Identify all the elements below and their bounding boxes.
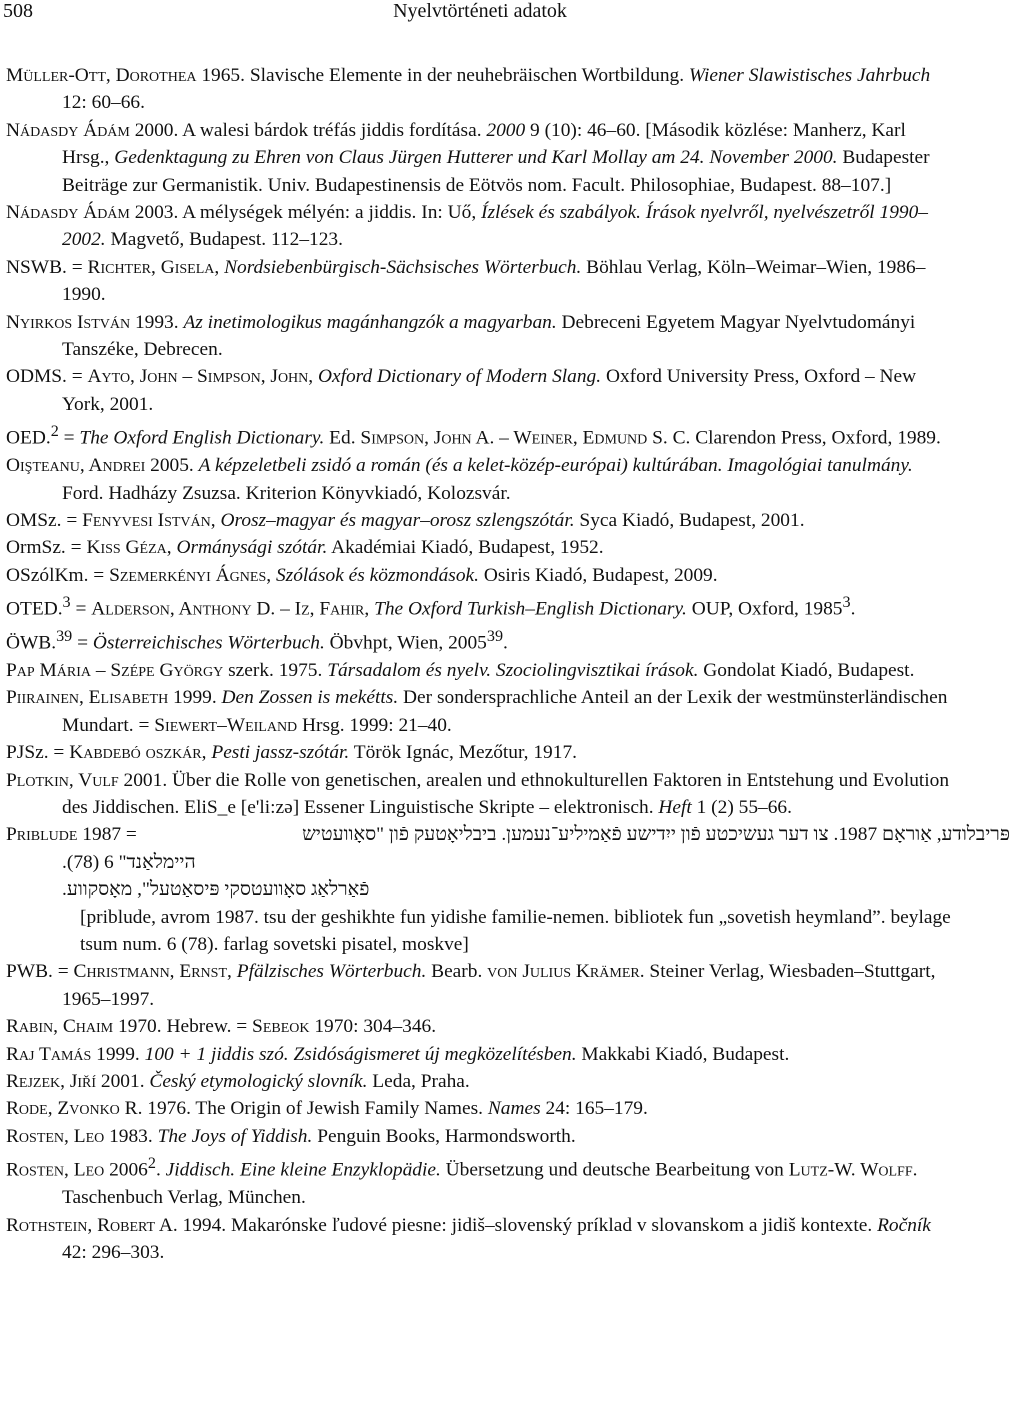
author: Müller-Ott, Dorothea: [6, 65, 197, 86]
book-title: Ízlések és szabályok. Írások nyelvről, nyelvészetről 1990–2002.: [62, 202, 928, 251]
equals: =: [52, 961, 74, 983]
details-2: . Taschenbuch Verlag, München.: [62, 1159, 918, 1209]
author: Nyirkos István: [6, 311, 131, 333]
year: 2003.: [129, 202, 183, 224]
series-label: Heft: [658, 796, 692, 818]
details-2: 1 (2) 55–66.: [691, 796, 792, 818]
reference-entry-priblude: [3, 821, 1010, 958]
details: Böhlau Verlag, Köln–Weimar–Wien, 1986–1990.: [62, 256, 926, 306]
details: Makkabi Kiadó, Budapest.: [576, 1043, 790, 1065]
equals: =: [61, 509, 83, 531]
edition-superscript: 2: [147, 1155, 156, 1173]
details: Penguin Books, Harmondsworth.: [312, 1125, 576, 1147]
details: Leda, Praha.: [367, 1071, 470, 1093]
title: Orosz–magyar és magyar–orosz szlengszótár.: [220, 509, 575, 531]
details-2: 1970: 304–346.: [309, 1016, 437, 1038]
details: Clarendon Press, Oxford, 1989.: [690, 427, 941, 449]
author: Rosten, Leo: [6, 1125, 105, 1147]
details: 12: 60–66.: [62, 92, 145, 114]
author-2: Siewert–Weiland: [154, 714, 298, 736]
hebrew-line-2: היימלאַנד" 6 (78).: [62, 851, 196, 873]
transliteration: [priblude, avrom 1987. tsu der geshikhte fun yidishe familie-nemen. bibliotek fun „sovetish heymland”. beylage tsum num. 6 (78). farlag sovetski pisatel, moskve]: [80, 906, 951, 955]
year: szerk. 1975.: [223, 659, 328, 681]
separator: ,: [308, 366, 318, 388]
equals: =: [65, 537, 87, 559]
reference-entry-pap: [3, 657, 954, 684]
author: Nádasdy Ádám: [6, 202, 130, 224]
year: 1999.: [168, 687, 222, 709]
journal: Names: [487, 1098, 541, 1120]
author: Rosten, Leo: [6, 1159, 105, 1181]
year: 1965.: [196, 65, 250, 86]
details: Hebrew. =: [166, 1016, 253, 1038]
superscript: 3: [62, 594, 71, 612]
journal: 2000: [486, 119, 526, 141]
title: Pfälzisches Wörterbuch.: [236, 961, 427, 983]
reference-entry-plotkin: [3, 767, 954, 822]
details: Öbvhpt, Wien, 2005: [324, 632, 487, 654]
separator: ,: [201, 742, 212, 764]
title: 100 + 1 jiddis szó. Zsidóságismeret új megközelítésben.: [144, 1043, 577, 1065]
separator: ,: [166, 537, 177, 559]
book-title: Gedenktagung zu Ehren von Claus Jürgen Hutterer und Karl Mollay am 24. November 2000.: [114, 147, 838, 169]
author: Nádasdy Ádám: [6, 119, 130, 141]
details-2: Budapester Beiträge zur Germanistik. Univ. Budapestinensis de Eötvös nom. Facult. Philosophiae, Budapest. 88–107.]: [62, 147, 930, 196]
year: 2006: [104, 1159, 148, 1181]
equals: =: [58, 427, 80, 449]
author: Christmann, Ernst: [73, 961, 228, 983]
separator: ,: [210, 509, 221, 531]
year: 1999.: [91, 1043, 145, 1065]
title: Jiddisch. Eine kleine Enzyklopädie.: [165, 1159, 441, 1181]
details: R. 1976. The Origin of Jewish Family Names.: [119, 1098, 488, 1120]
title: Český etymologický slovník.: [149, 1071, 368, 1093]
abbreviation: PJSz.: [6, 742, 49, 764]
author-2: Sebeok: [252, 1016, 310, 1038]
abbreviation: OMSz.: [6, 509, 62, 531]
separator: ,: [227, 961, 237, 983]
title: The Oxford Turkish–English Dictionary.: [374, 598, 687, 620]
abbreviation: OSzólKm.: [6, 564, 89, 586]
abbreviation: PWB.: [6, 961, 53, 983]
details-2: 24: 165–179.: [540, 1098, 648, 1120]
author: Pap Mária – Szépe György: [6, 659, 224, 681]
journal: Ročník: [877, 1214, 931, 1236]
details: Akadémiai Kiadó, Budapest, 1952.: [327, 537, 604, 559]
reference-entry-nswb: [3, 254, 954, 309]
running-head: Nyelvtörténeti adatok: [393, 0, 567, 22]
details: Osiris Kiadó, Budapest, 2009.: [479, 564, 718, 586]
year: 1983.: [104, 1125, 158, 1147]
title: Ormánysági szótár.: [176, 537, 328, 559]
edition-superscript: 39: [486, 628, 504, 646]
title: Pesti jassz-szótár.: [211, 742, 350, 764]
details: A. 1994. Makarónske ľudové piesne: jidiš–slovenský príklad v slovanskom a jidiš kontexte.: [155, 1214, 878, 1236]
author: Kiss Géza: [86, 537, 167, 559]
reference-entry-raj: [3, 1041, 954, 1068]
abbreviation: NSWB.: [6, 256, 67, 278]
reference-entry-oisteanu: [3, 452, 954, 507]
author: Rejzek, Jiří: [6, 1071, 97, 1093]
year: 2005.: [145, 455, 199, 477]
author: Raj Tamás: [6, 1043, 92, 1065]
reference-entry-pjsz: [3, 739, 954, 766]
author: Kabdebó oszkár: [69, 742, 202, 764]
author: Oişteanu, Andrei: [6, 455, 146, 477]
separator: ,: [266, 564, 276, 586]
details: 9 (10): 46–60. [Második közlése: Manherz, Karl Hrsg.,: [62, 119, 906, 169]
year: 1970.: [113, 1016, 167, 1038]
reference-entry-oszolkm: [3, 562, 954, 589]
page-header: [0, 0, 960, 30]
superscript: 39: [56, 628, 73, 646]
title: Oxford Dictionary of Modern Slang.: [317, 366, 602, 388]
punct: .: [155, 1159, 166, 1181]
author: Richter, Gisela: [87, 256, 215, 278]
title: Nordsiebenbürgisch-Sächsisches Wörterbuch.: [224, 256, 582, 278]
abbreviation: ODMS.: [6, 366, 67, 388]
details: . Steiner Verlag, Wiesbaden–Stuttgart, 1965–1997.: [62, 961, 936, 1010]
reference-entry-nadasdy-2000: [3, 117, 954, 199]
title: A képzeletbeli zsidó a román (és a kelet-közép-európai) kultúrában. Imagológiai tanulmány.: [198, 455, 913, 477]
reference-entry-piirainen: [3, 684, 954, 739]
year: 2001.: [96, 1071, 150, 1093]
reference-entry-pwb: [3, 958, 954, 1013]
equals: =: [88, 564, 110, 586]
details: Oxford University Press, Oxford – New York, 2001.: [62, 366, 917, 415]
reference-entry-muller-ott: [3, 62, 954, 117]
details: OUP, Oxford, 1985: [686, 598, 843, 620]
author: Priblude: [6, 824, 78, 846]
reference-entry-rejzek: [3, 1068, 954, 1095]
abbreviation: OrmSz.: [6, 537, 66, 559]
separator: ,: [214, 256, 225, 278]
title: Slavische Elemente in der neuhebräischen Wortbildung.: [249, 65, 689, 86]
reference-entry-odms: [3, 363, 954, 418]
equals: =: [66, 366, 88, 388]
year: 2000.: [129, 119, 183, 141]
end-punct: .: [850, 598, 856, 620]
author: Rabin, Chaim: [6, 1016, 114, 1038]
abbreviation: ÖWB.: [6, 632, 57, 654]
reference-entry-owb: [3, 623, 954, 657]
editor-label: Bearb.: [426, 961, 488, 983]
reference-entry-rosten-1983: [3, 1123, 954, 1150]
title: A mélységek mélyén: a jiddis. In: Uő,: [182, 202, 482, 224]
author: Szemerkényi Ágnes: [109, 564, 267, 586]
details: Ford. Hadházy Zsuzsa. Kriterion Könyvkiadó, Kolozsvár.: [62, 482, 511, 504]
author: Rode, Zvonko: [6, 1098, 120, 1120]
author: Plotkin, Vulf: [6, 769, 119, 791]
edition-superscript: 3: [842, 594, 851, 612]
details: Syca Kiadó, Budapest, 2001.: [574, 509, 805, 531]
reference-entry-oed: [3, 418, 954, 452]
details: Török Ignác, Mezőtur, 1917.: [349, 742, 577, 764]
reference-entry-nadasdy-2003: [3, 199, 954, 254]
author: Ayto, John – Simpson, John: [87, 366, 309, 388]
author-2: Lutz-W. Wolff: [788, 1159, 913, 1181]
equals: =: [70, 598, 92, 620]
priblude-first-line: [3, 821, 1010, 848]
reference-entry-omsz: [3, 507, 954, 534]
title: Társadalom és nyelv. Szociolingvisztikai írások.: [327, 659, 699, 681]
details: Über die Rolle von genetischen, arealen und ethnokulturellen Faktoren in Entstehung und Evolution des Jiddischen. EliS_e [e'li:zə] Essener Linguistische Skripte – elektronisch.: [62, 769, 950, 818]
year: 1993.: [130, 311, 184, 333]
title: Az inetimologikus magánhangzók a magyarban.: [183, 311, 557, 333]
details: Gondolat Kiadó, Budapest.: [698, 659, 915, 681]
year: 1987 =: [77, 824, 137, 846]
author: Simpson, John A. – Weiner, Edmund S. C.: [360, 427, 691, 449]
author: Piirainen, Elisabeth: [6, 687, 169, 709]
hebrew-line-1: פּריבלודע, אַוראָם 1987. צו דער געשיכטע פֿון ייִדישע פֿאַמיליע־נעמען. ביבליאָטעק פֿון "סאָוועטיש: [302, 824, 1010, 846]
title: A walesi bárdok tréfás jiddis fordítása.: [182, 119, 487, 141]
author: Rothstein, Robert: [6, 1214, 156, 1236]
details: Übersetzung und deutsche Bearbeitung von: [440, 1159, 789, 1181]
title: Den Zossen is mekétts.: [221, 687, 399, 709]
reference-list: [3, 62, 1010, 1266]
superscript: 2: [50, 423, 59, 441]
author: Fenyvesi István: [82, 509, 211, 531]
abbreviation: OED.: [6, 427, 51, 449]
details: Debreceni Egyetem Magyar Nyelvtudományi Tanszéke, Debrecen.: [62, 311, 916, 361]
abbreviation: OTED.: [6, 598, 63, 620]
equals: =: [72, 632, 93, 654]
reference-entry-rabin: [3, 1013, 954, 1040]
details-2: Hrsg. 1999: 21–40.: [297, 714, 452, 736]
separator: ,: [364, 598, 375, 620]
reference-entry-nyirkos: [3, 309, 954, 364]
end-punct: .: [503, 632, 508, 654]
reference-entry-ormsz: [3, 534, 954, 561]
author-2: von Julius Krämer: [487, 961, 640, 983]
reference-entry-rosten-2006: [3, 1150, 954, 1211]
editor-label: Ed.: [324, 427, 361, 449]
details: Der sondersprachliche Anteil an der Lexik der westmünsterländischen Mundart. =: [62, 687, 948, 736]
title: Szólások és közmondások.: [275, 564, 479, 586]
details-2: 42: 296–303.: [62, 1241, 165, 1263]
reference-entry-oted: [3, 589, 954, 623]
equals: =: [66, 256, 88, 278]
equals: =: [48, 742, 70, 764]
title: The Oxford English Dictionary.: [79, 427, 325, 449]
title: Österreichisches Wörterbuch.: [92, 632, 325, 654]
title: The Joys of Yiddish.: [157, 1125, 313, 1147]
reference-entry-rothstein: [3, 1212, 954, 1267]
details: Magvető, Budapest. 112–123.: [105, 229, 343, 251]
year: 2001.: [118, 769, 173, 791]
journal: Wiener Slawistisches Jahrbuch: [688, 65, 931, 86]
page-number: 508: [3, 0, 33, 22]
reference-entry-rode: [3, 1095, 954, 1122]
author: Alderson, Anthony D. – Iz, Fahir: [91, 598, 365, 620]
hebrew-line-3: פֿאַרלאַג סאָוועטסקי פּיסאַטעל", מאָסקווע.: [62, 879, 370, 901]
